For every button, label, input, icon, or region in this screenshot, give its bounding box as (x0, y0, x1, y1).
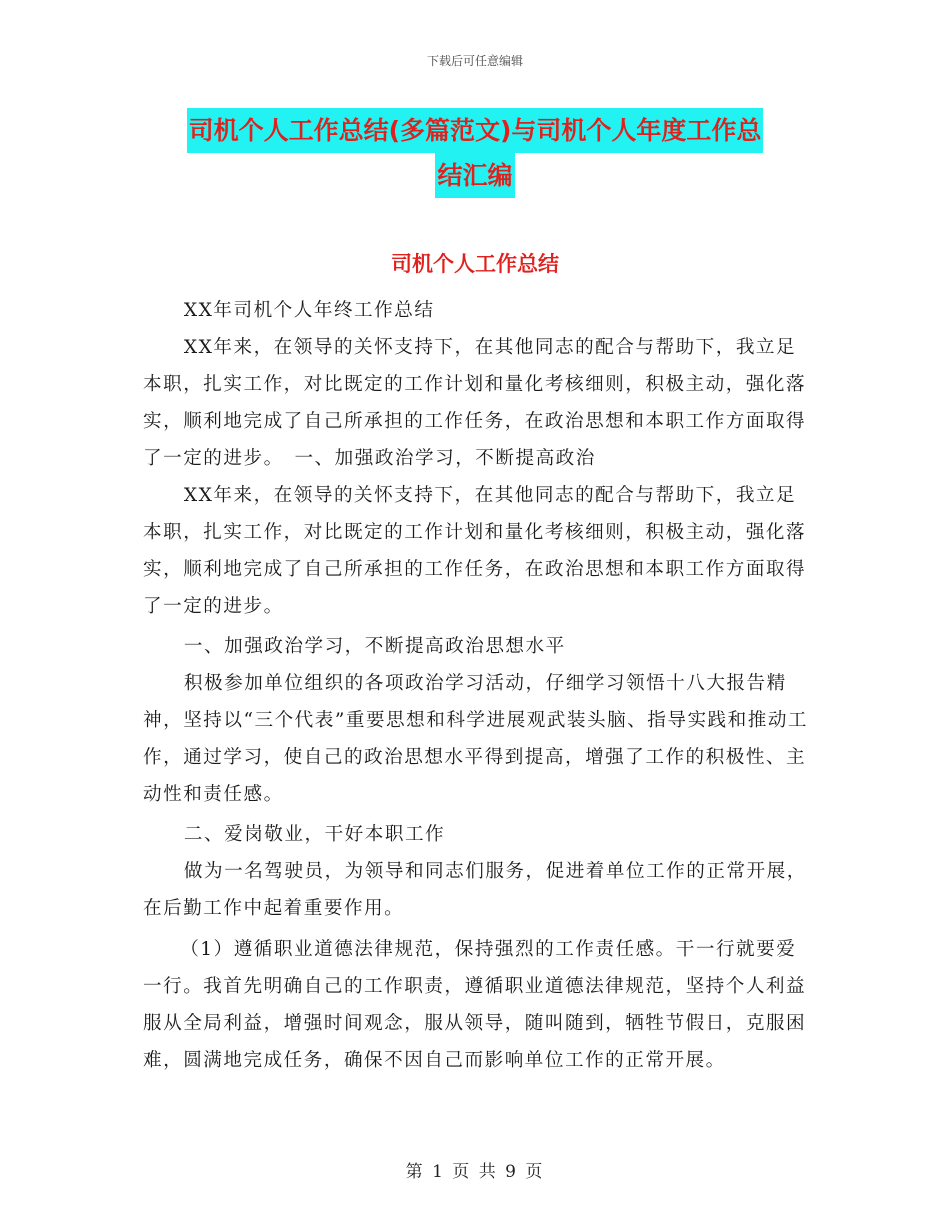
paragraph: XX年来，在领导的关怀支持下，在其他同志的配合与帮助下，我立足本职，扎实工作，对比既定的工作计划和量化考核细则，积极主动，强化落实，顺利地完成了自己所承担的工作任务，在政治思想和本职工作方面取得了一定的进步。 一、加强政治学习，不断提高政治 (143, 337, 807, 469)
document-title (0, 108, 950, 198)
page-header-note: 下载后可任意编辑 (426, 54, 523, 68)
section-heading: 一、加强政治学习，不断提高政治思想水平 (183, 636, 566, 657)
paragraph: XX年司机个人年终工作总结 (183, 300, 435, 321)
paragraph: 做为一名驾驶员，为领导和同志们服务，促进着单位工作的正常开展，在后勤工作中起着重要作用。 (143, 861, 807, 919)
document-body (143, 292, 809, 1079)
paragraph: XX年来，在领导的关怀支持下，在其他同志的配合与帮助下，我立足本职，扎实工作，对比既定的工作计划和量化考核细则，积极主动，强化落实，顺利地完成了自己所承担的工作任务，在政治思想和本职工作方面取得了一定的进步。 (143, 485, 807, 617)
document-title-line-1: 司机个人工作总结(多篇范文)与司机个人年度工作总 (187, 108, 764, 153)
paragraph: 积极参加单位组织的各项政治学习活动，仔细学习领悟十八大报告精神，坚持以“三个代表”重要思想和科学进展观武装头脑、指导实践和推动工作，通过学习，使自己的政治思想水平得到提高，增强了工作的积极性、主动性和责任感。 (143, 673, 809, 805)
list-item-paragraph: （1）遵循职业道德法律规范，保持强烈的工作责任感。干一行就要爱一行。我首先明确自己的工作职责，遵循职业道德法律规范，坚持个人利益服从全局利益，增强时间观念，服从领导，随叫随到，牺牲节假日，克服困难，圆满地完成任务，确保不因自己而影响单位工作的正常开展。 (143, 939, 807, 1071)
document-title-line-2: 结汇编 (435, 153, 514, 198)
section-title: 司机个人工作总结 (391, 252, 559, 276)
page-number-footer: 第 1 页 共 9 页 (405, 1162, 545, 1182)
section-heading: 二、爱岗敬业，干好本职工作 (183, 824, 446, 845)
